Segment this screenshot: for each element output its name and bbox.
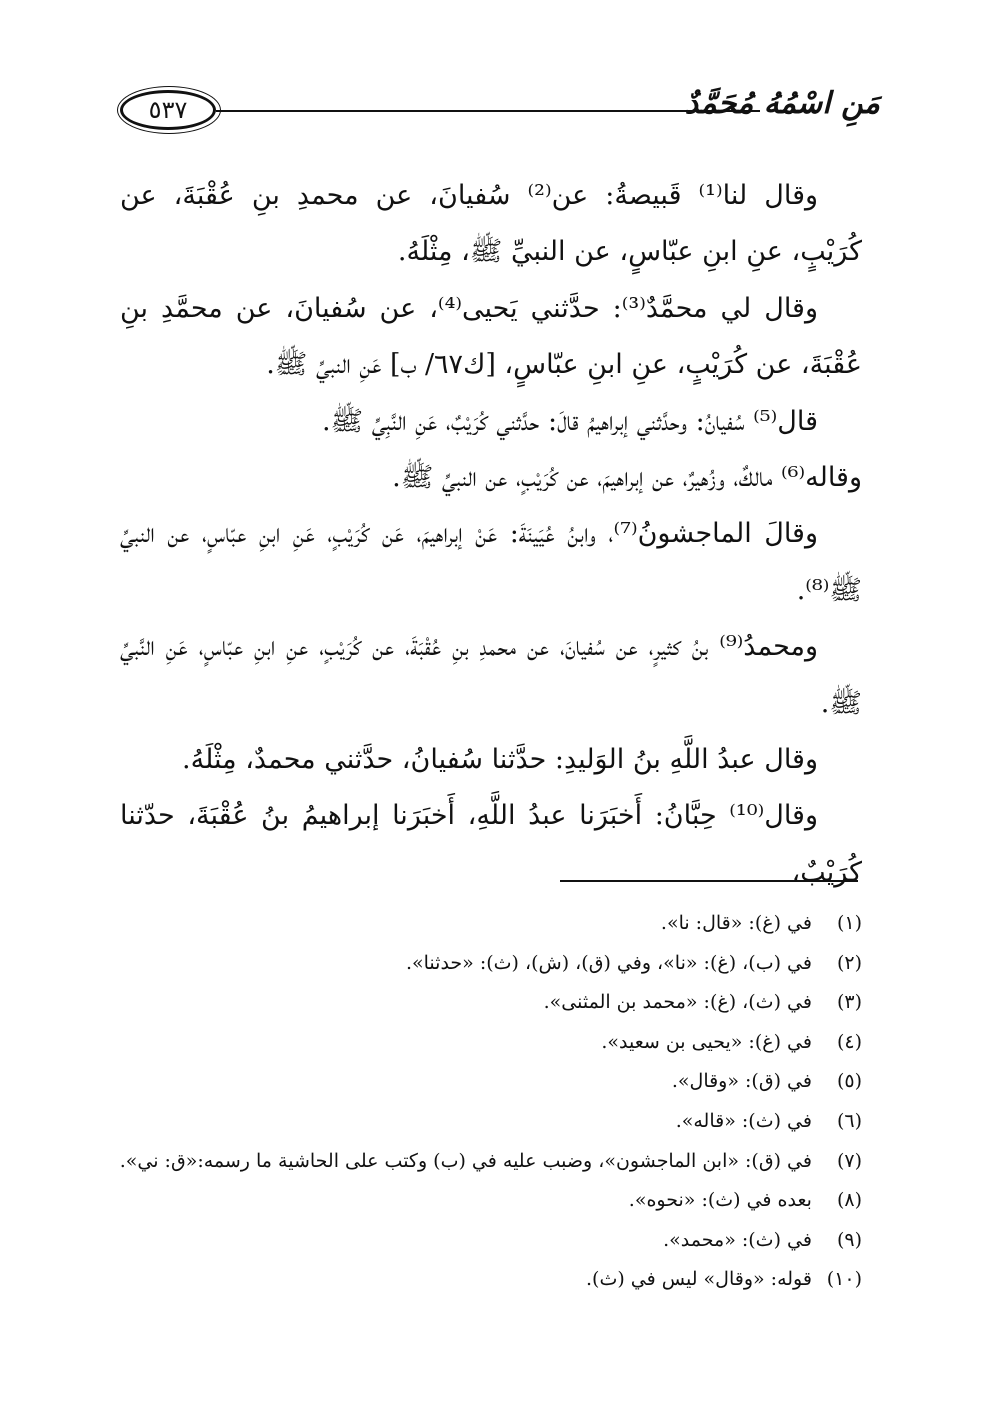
running-header [120,86,880,142]
footnote-text: في (ث): «محمد». [663,1228,812,1251]
footnote [100,1221,862,1261]
footnote [100,1062,862,1102]
footnote [100,1181,862,1221]
page-number-oval [120,90,216,130]
footnote [100,944,862,984]
footnote-number: (١٠) [826,1268,862,1291]
footnote-number: (٢) [836,951,862,974]
footnote [100,1102,862,1142]
paragraph: ومحمدُ⁽⁹⁾ بنُ كثيرٍ، عن سُفيانَ، عن محمدِ بنِ عُقْبَةَ، عن كُرَيْبٍ، عنِ ابنِ عبّاسٍ، عَنِ النَّبيِّ ﷺ. [120,631,862,719]
paragraph: وقال عبدُ اللَّهِ بنُ الوَليدِ: حدَّثنا سُفيانُ، حدَّثني محمدٌ، مِثْلَهُ. [182,744,818,776]
footnote-text: في (ق): «ابن الماجشون»، وضبب عليه في (ب) وكتب على الحاشية ما رسمه:«ق: ني». [119,1149,812,1172]
footnotes [100,904,862,1300]
footnote-text: بعده في (ث): «نحوه». [628,1189,812,1212]
footnote-text: في (ث): «قاله». [675,1109,812,1132]
footnote-number: (٩) [836,1228,862,1251]
footnote-text: في (ق): «وقال». [671,1070,812,1093]
footnote [100,1260,862,1300]
footnote [100,1023,862,1063]
footnote-text: في (ب)، (غ): «نا»، وفي (ق)، (ش)، (ث): «حدثنا». [405,951,812,974]
main-text [120,168,862,901]
footnote-text: في (غ): «يحيى بن سعيد». [601,1030,812,1053]
paragraph: وقاله⁽⁶⁾ مالكٌ، وزُهيرٌ، عن إبراهيمَ، عن كُرَيْبٍ، عن النبيِّ ﷺ. [392,462,862,494]
footnote [100,1142,862,1182]
paragraph: وقال لنا⁽¹⁾ قَبيصةُ: عن⁽²⁾ سُفيانَ، عن محمدِ بنِ عُقْبَةَ، عن كُرَيْبٍ، عنِ ابنِ عبّاسٍ، عن النبيِّ ﷺ، مِثْلَهُ. [120,180,862,268]
footnote-number: (٥) [836,1070,862,1093]
header-rule [216,110,760,112]
page-number: ٥٣٧ [148,96,188,124]
paragraph: وقالَ الماجشونُ⁽⁷⁾، وابنُ عُيَينَةَ: عَنْ إبراهيمَ، عَن كُرَيْبٍ، عَنِ ابنِ عبّاسٍ، عن النبيِّ ﷺ⁽⁸⁾. [120,518,862,606]
footnote-number: (٧) [836,1149,862,1172]
footnote [100,983,862,1023]
footnote-number: (٤) [836,1030,862,1053]
footnote-number: (١) [836,912,862,934]
paragraph: قال⁽⁵⁾ سُفيانُ: وحدَّثني إبراهيمُ قالَ: حدَّثني كُرَيْبٌ، عَنِ النَّبِيِّ ﷺ. [321,405,818,437]
footnote-text: في (ث)، (غ): «محمد بن المثنى». [543,991,812,1014]
footnote-separator [560,880,858,882]
running-title: مَنِ اسْمُهُ مُحَمَّدٌ [684,86,880,121]
footnote-text: قوله: «وقال» ليس في (ث). [586,1268,812,1291]
footnote-text: في (غ): «قال: نا». [660,912,812,934]
footnote-number: (٦) [836,1109,862,1132]
footnote-number: (٨) [836,1189,862,1212]
footnote [100,904,862,944]
paragraph: وقال⁽¹⁰⁾ حِبَّانُ: أَخبَرَنا عبدُ اللَّهِ، أَخبَرَنا إبراهيمُ بنُ عُقْبَةَ، حدّثنا كُرَيْبٌ، [120,800,862,888]
footnote-number: (٣) [836,991,862,1014]
paragraph: وقال لي محمَّدٌ⁽³⁾: حدَّثني يَحيى⁽⁴⁾، عن سُفيانَ، عن محمَّدِ بنِ عُقْبَةَ، عن كُرَيْبٍ، عنِ ابنِ عبّاسٍ، [ك٦٧/ ب] عَنِ النبيِّ ﷺ. [120,292,862,381]
